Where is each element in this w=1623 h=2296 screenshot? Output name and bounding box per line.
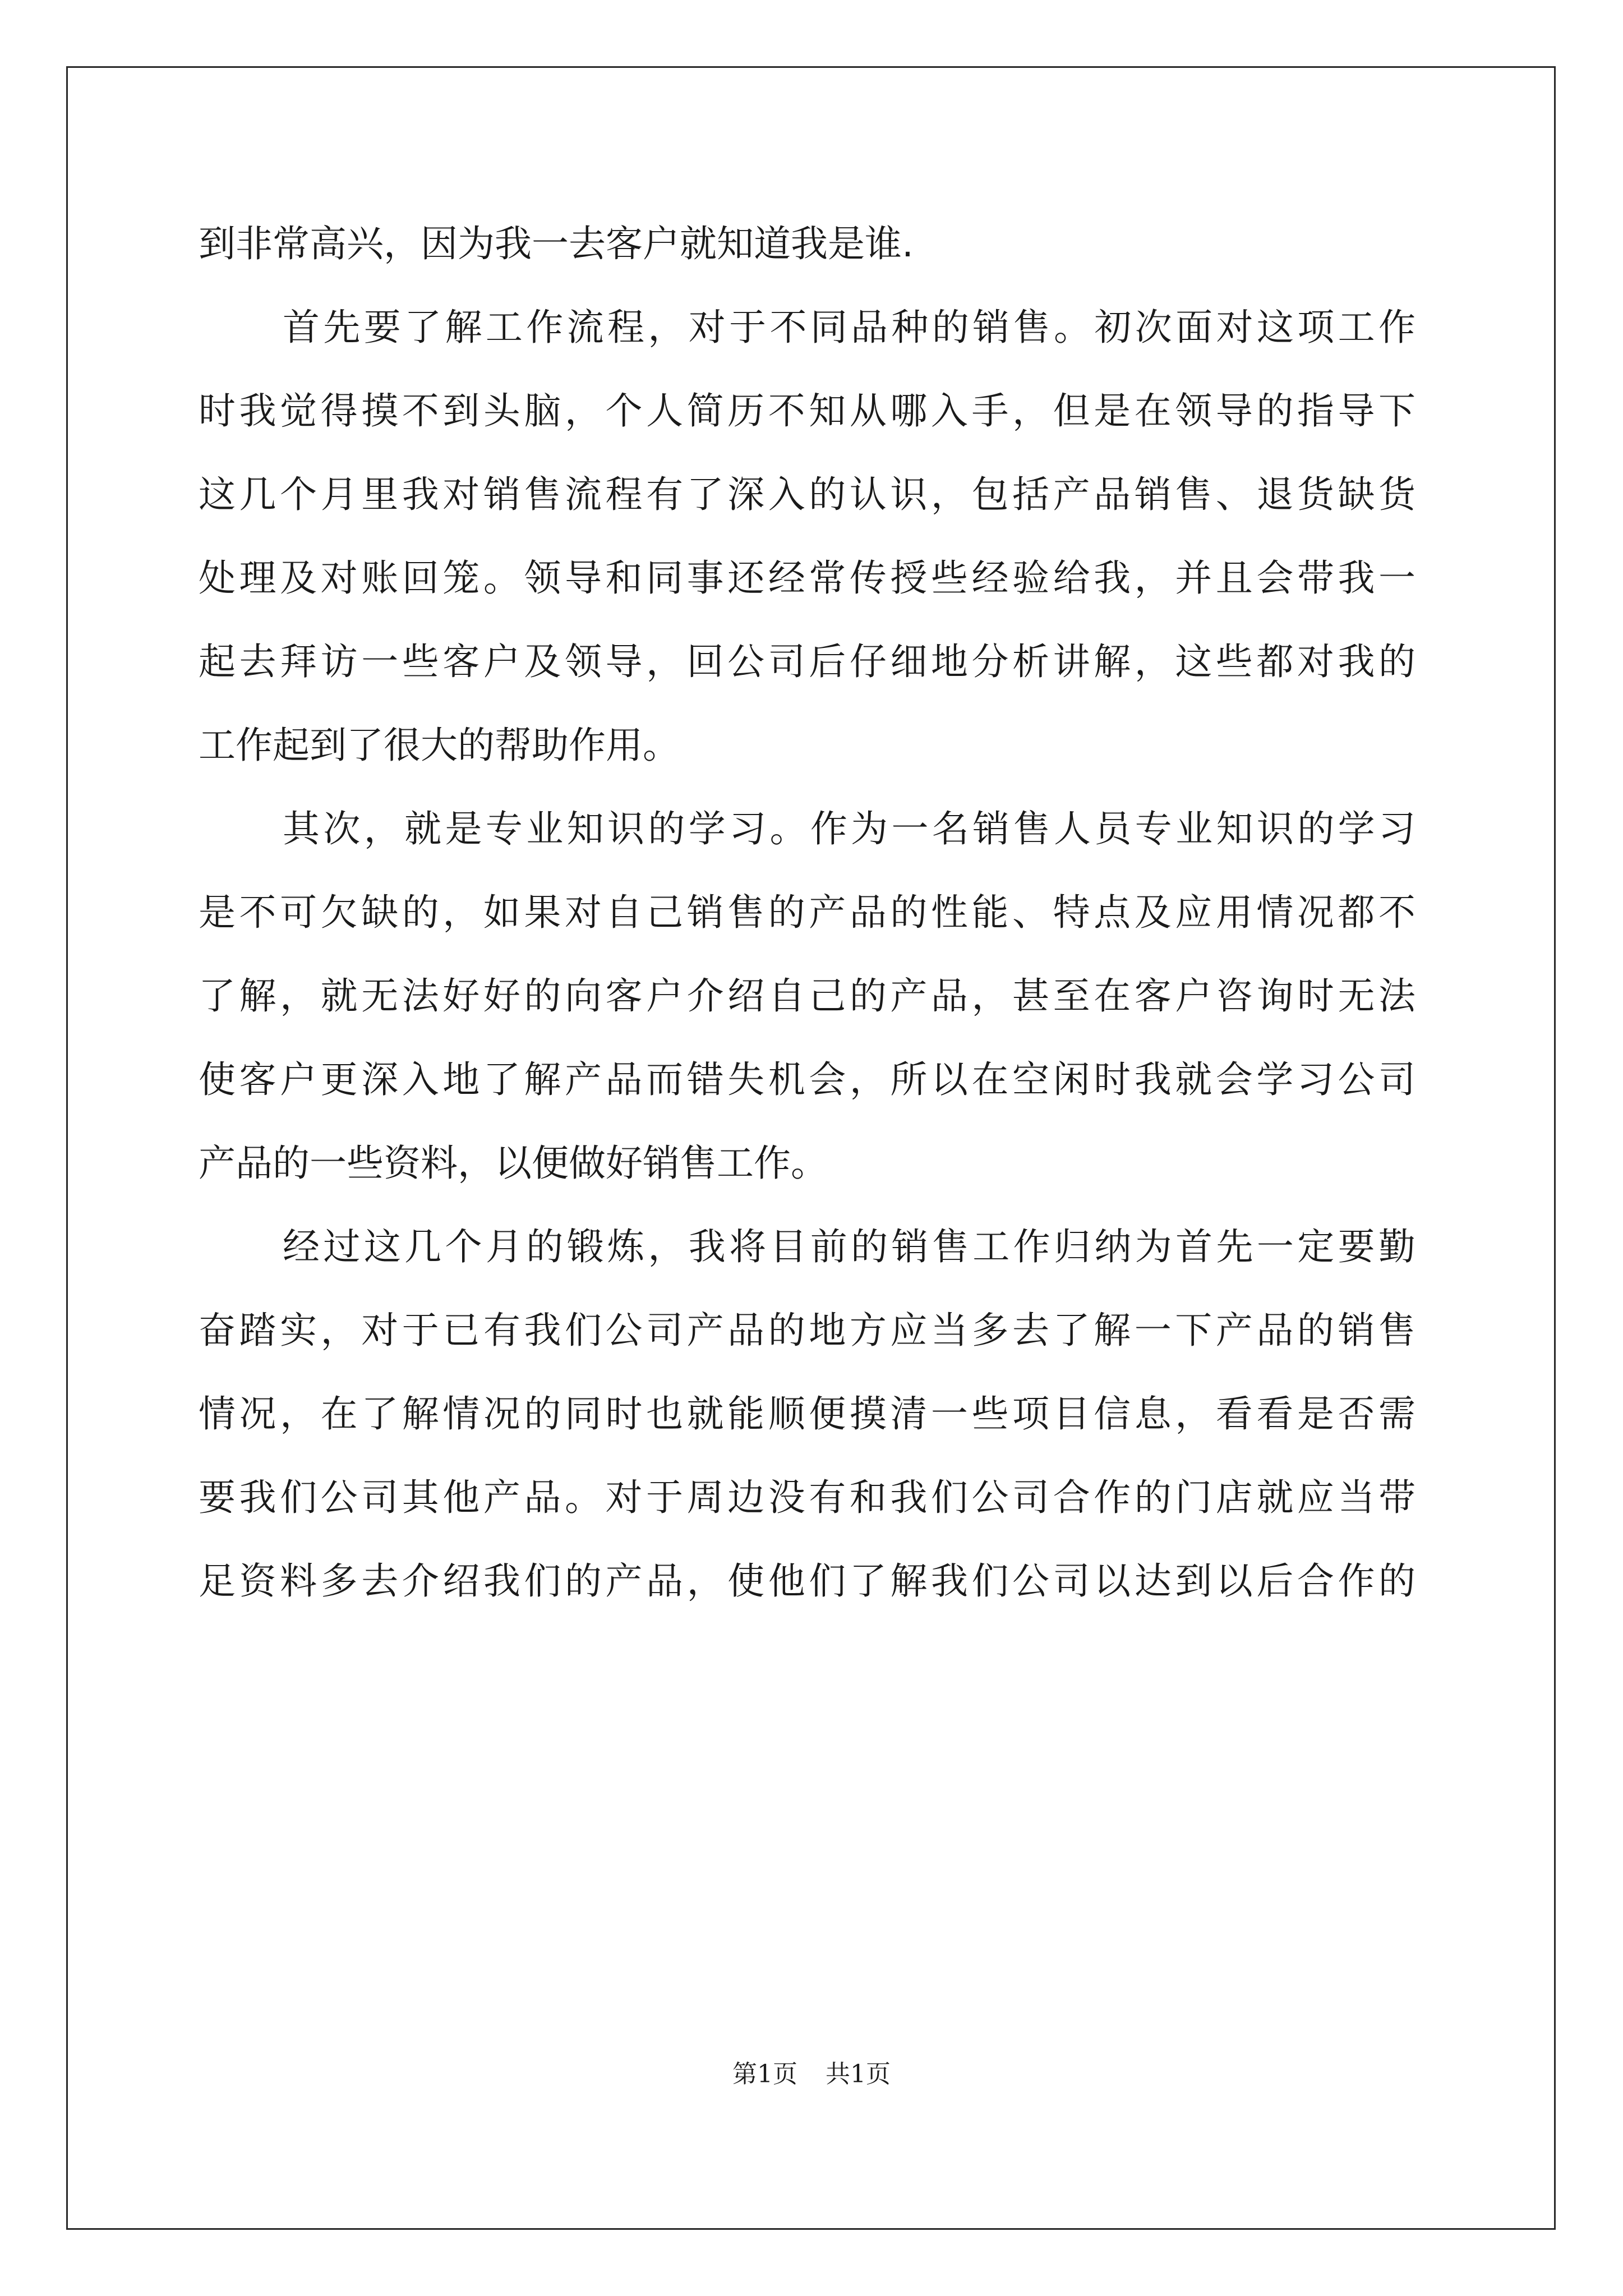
paragraph-line: 产品的一些资料，以便做好销售工作。 [199,1142,828,1185]
paragraph-line: 足资料多去介绍我们的产品，使他们了解我们公司以达到以后合作的 [199,1559,1415,1603]
paragraph-line: 了解，就无法好好的向客户介绍自己的产品，甚至在客户咨询时无法 [199,974,1415,1018]
paragraph-line: 奋踏实，对于已有我们公司产品的地方应当多去了解一下产品的销售 [199,1309,1415,1352]
paragraph-line: 是不可欠缺的，如果对自己销售的产品的性能、特点及应用情况都不 [199,891,1415,934]
total-page-count: 共1页 [826,2060,891,2088]
paragraph-line: 使客户更深入地了解产品而错失机会，所以在空闲时我就会学习公司 [199,1058,1415,1101]
paragraph-line: 处理及对账回笼。领导和同事还经常传授些经验给我，并且会带我一 [199,556,1415,600]
paragraph-line: 情况，在了解情况的同时也就能顺便摸清一些项目信息，看看是否需 [199,1392,1415,1435]
paragraph-line: 到非常高兴，因为我一去客户就知道我是谁. [199,222,914,265]
paragraph-line: 起去拜访一些客户及领导，回公司后仔细地分析讲解，这些都对我的 [199,640,1415,683]
paragraph-line: 这几个月里我对销售流程有了深入的认识，包括产品销售、退货缺货 [199,473,1415,516]
current-page-number: 第1页 [732,2060,797,2088]
document-body [199,202,1415,1623]
page-footer [0,2058,1623,2091]
paragraph-line: 经过这几个月的锻炼，我将目前的销售工作归纳为首先一定要勤 [283,1225,1415,1268]
paragraph-line: 时我觉得摸不到头脑，个人简历不知从哪入手，但是在领导的指导下 [199,389,1415,432]
paragraph-line: 其次，就是专业知识的学习。作为一名销售人员专业知识的学习 [283,807,1415,850]
paragraph-line: 要我们公司其他产品。对于周边没有和我们公司合作的门店就应当带 [199,1476,1415,1519]
paragraph-line: 首先要了解工作流程，对于不同品种的销售。初次面对这项工作 [283,306,1415,349]
paragraph-line: 工作起到了很大的帮助作用。 [199,724,680,767]
